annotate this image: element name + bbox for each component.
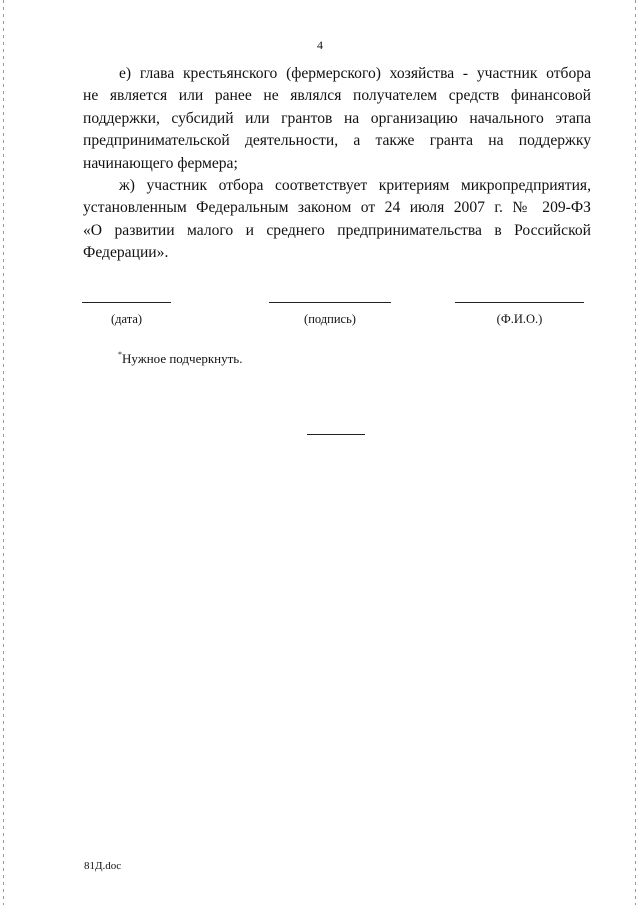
paragraph-line: установленным Федеральным законом от 24 июля 2007 г. № 209-ФЗ [83,199,591,217]
paragraph-line: «О развитии малого и среднего предпринимательства в Российской [83,221,591,239]
paragraph-line: поддержки, субсидий или грантов на организацию начального этапа [83,109,591,127]
paragraph-line: е) глава крестьянского (фермерского) хозяйства - участник отбора [119,65,591,82]
signature-caption: (подпись) [304,312,356,326]
paragraph-line: предпринимательской деятельности, а также гранта на поддержку [83,132,591,150]
footnote-marker: * [118,350,122,359]
document-filename: 81Д.doc [84,860,122,872]
footnote [118,350,242,367]
paragraph-line: начинающего фермера; [83,154,238,172]
name-signature-line [455,302,584,303]
signature-line [269,302,391,303]
scan-edge-left [3,0,4,905]
page-number: 4 [317,38,323,52]
date-caption: (дата) [110,312,143,326]
paragraph-zh [83,175,591,265]
footnote-text: Нужное подчеркнуть. [122,351,243,366]
paragraph-e [83,63,591,175]
paragraph-line: не является или ранее не являлся получателем средств финансовой [83,87,591,105]
paragraph-line: Федерации». [83,244,169,262]
date-signature-line [82,302,171,303]
end-of-document-rule [307,434,365,435]
scan-edge-right [635,0,636,905]
paragraph-line: ж) участник отбора соответствует критериям микропредприятия, [119,177,591,194]
name-caption: (Ф.И.О.) [496,312,543,326]
